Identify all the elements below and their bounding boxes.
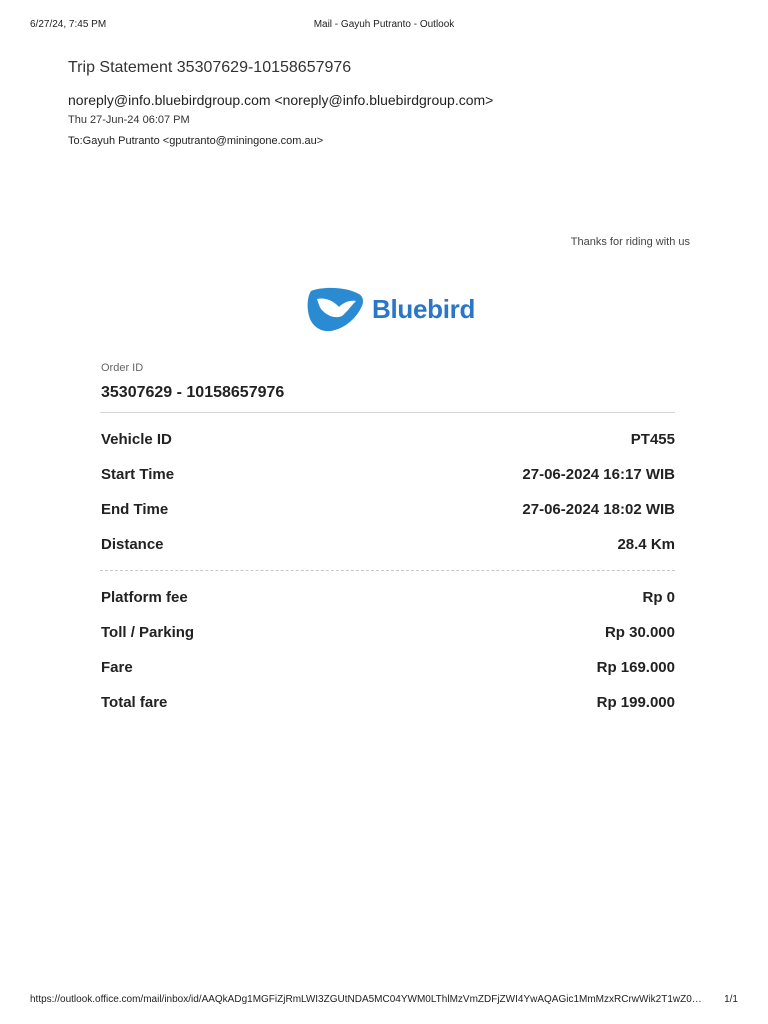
trip-row xyxy=(101,536,675,553)
trip-row-label: End Time xyxy=(101,501,169,518)
fare-row-label: Fare xyxy=(101,659,133,676)
email-subject: Trip Statement 35307629-10158657976 xyxy=(68,59,352,76)
trip-row-label: Vehicle ID xyxy=(101,431,172,448)
total-fare-label: Total fare xyxy=(101,694,168,711)
bluebird-wordmark: Bluebird xyxy=(372,293,476,324)
divider-solid xyxy=(100,412,675,413)
order-id-value: 35307629 - 10158657976 xyxy=(101,384,285,401)
trip-row-value: PT455 xyxy=(630,431,675,448)
print-footer-page: 1/1 xyxy=(724,994,738,1005)
fare-row-label: Platform fee xyxy=(101,589,188,606)
total-fare-value: Rp 199.000 xyxy=(596,694,675,711)
trip-row xyxy=(101,466,675,483)
bluebird-logo xyxy=(305,285,475,333)
email-to[interactable]: To:Gayuh Putranto <gputranto@miningone.com.au> xyxy=(68,135,324,147)
fare-row-value: Rp 30.000 xyxy=(604,624,675,641)
email-from[interactable]: noreply@info.bluebirdgroup.com <noreply@info.bluebirdgroup.com> xyxy=(68,92,494,108)
trip-row-value: 27-06-2024 16:17 WIB xyxy=(522,466,675,483)
order-id-label: Order ID xyxy=(101,362,144,374)
fare-row xyxy=(101,589,675,606)
thanks-message: Thanks for riding with us xyxy=(570,236,690,248)
trip-row-value: 28.4 Km xyxy=(617,536,675,553)
fare-row xyxy=(101,659,675,676)
fare-row-value: Rp 0 xyxy=(642,589,675,606)
trip-row-label: Start Time xyxy=(101,466,175,483)
trip-row-value: 27-06-2024 18:02 WIB xyxy=(522,501,675,518)
print-footer-url: https://outlook.office.com/mail/inbox/id/AAQkADg1MGFiZjRmLWI3ZGUtNDA5MC04YWM0LThlMzVmZDFjZWI4YwAQAGic1MmMzxRCrwWik2T1wZ0… xyxy=(30,994,702,1005)
bluebird-bird-icon xyxy=(305,285,365,333)
fare-row-value: Rp 169.000 xyxy=(596,659,675,676)
print-header-datetime: 6/27/24, 7:45 PM xyxy=(30,19,107,30)
fare-row xyxy=(101,624,675,641)
email-date: Thu 27-Jun-24 06:07 PM xyxy=(68,114,190,126)
divider-dashed xyxy=(100,570,675,571)
print-header-title: Mail - Gayuh Putranto - Outlook xyxy=(313,19,455,30)
fare-row-label: Toll / Parking xyxy=(101,624,195,641)
total-fare-row xyxy=(101,694,675,711)
trip-row xyxy=(101,431,675,448)
trip-row-label: Distance xyxy=(101,536,164,553)
trip-row xyxy=(101,501,675,518)
